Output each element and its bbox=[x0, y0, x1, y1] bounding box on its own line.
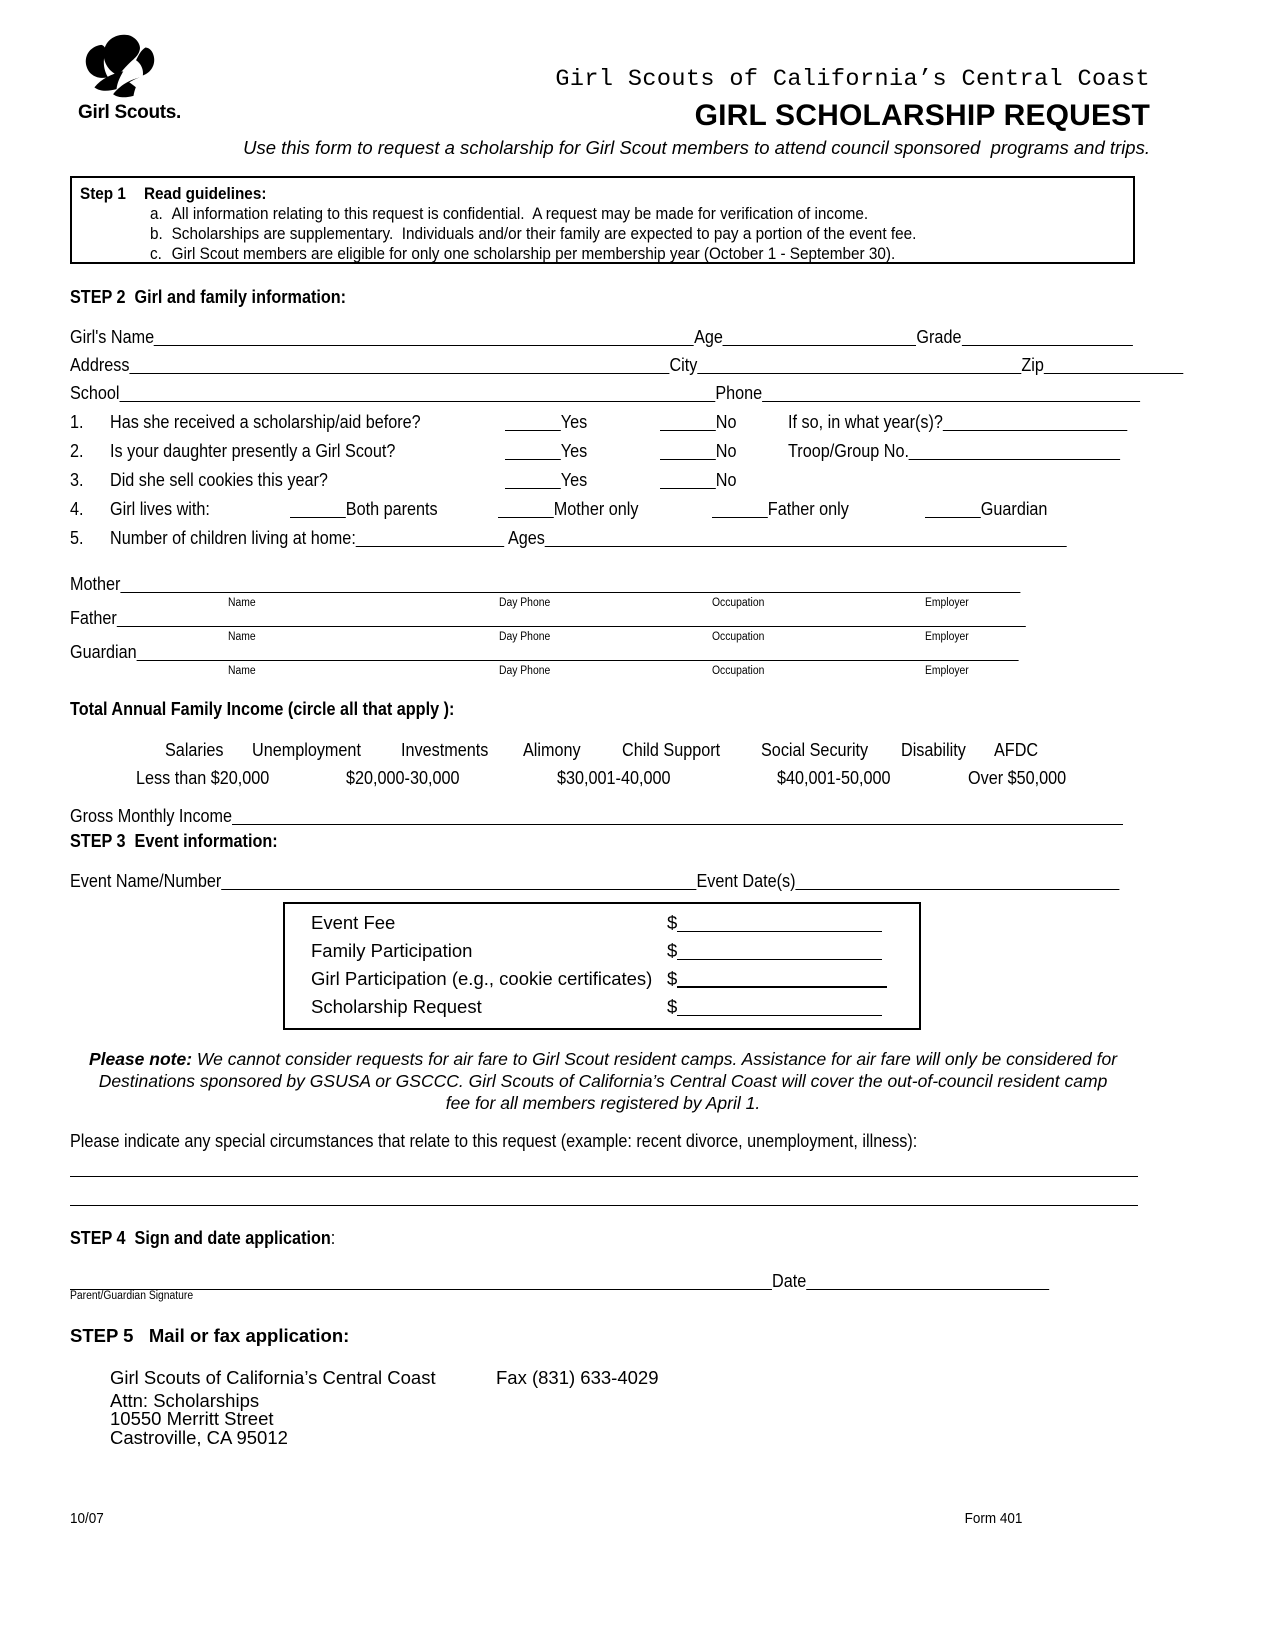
council-name: Girl Scouts of California’s Central Coast bbox=[555, 66, 1150, 93]
step-1-guidelines-box bbox=[70, 176, 1135, 264]
q4-mother-only-label: Mother only bbox=[553, 499, 639, 519]
phone-input[interactable] bbox=[762, 401, 1140, 402]
grade-input[interactable] bbox=[961, 345, 1132, 346]
please-note-line-2: Destinations sponsored by GSUSA or GSCCC. Girl Scouts of California’s Central Coast will cover the out-of-council resident camp bbox=[98, 1071, 1108, 1091]
gross-monthly-income-row bbox=[70, 806, 1123, 827]
q3-no-label: No bbox=[715, 470, 737, 490]
ages-input[interactable] bbox=[545, 546, 1067, 547]
q4-father-only-blank[interactable] bbox=[712, 517, 768, 518]
form-subtitle: Use this form to request a scholarship for Girl Scout members to attend council sponsored programs and trips. bbox=[243, 137, 1150, 158]
fee-row-label: Event Fee bbox=[311, 912, 396, 933]
currency-symbol: $ bbox=[667, 940, 678, 961]
guideline-letter: a. bbox=[150, 204, 163, 223]
please-note-prefix: Please note: bbox=[88, 1049, 193, 1069]
guideline-item bbox=[150, 244, 895, 264]
step-1-label: Step 1 bbox=[80, 184, 126, 203]
question-number: 4. bbox=[70, 499, 84, 519]
zip-input[interactable] bbox=[1044, 373, 1184, 374]
step-4-heading-colon: : bbox=[330, 1228, 336, 1248]
scholarship-request-input[interactable] bbox=[677, 1015, 882, 1016]
currency-symbol: $ bbox=[667, 912, 678, 933]
girls-name-input[interactable] bbox=[154, 345, 694, 346]
income-source-child-support[interactable]: Child Support bbox=[622, 740, 721, 760]
special-circumstances-line-1[interactable] bbox=[70, 1176, 1138, 1177]
girls-name-row bbox=[70, 327, 1132, 348]
event-name-row bbox=[70, 871, 1120, 892]
address-label: Address bbox=[70, 355, 130, 375]
sublabel-name: Name bbox=[228, 631, 256, 643]
children-count-input[interactable] bbox=[356, 546, 505, 547]
income-source-disability[interactable]: Disability bbox=[901, 740, 966, 760]
sublabel-day-phone: Day Phone bbox=[499, 665, 551, 677]
q2-no-blank[interactable] bbox=[660, 459, 716, 460]
sublabel-employer: Employer bbox=[925, 665, 969, 677]
guideline-letter: b. bbox=[150, 224, 163, 243]
family-participation-input[interactable] bbox=[677, 959, 882, 960]
question-3-no[interactable] bbox=[660, 470, 737, 491]
question-text: Did she sell cookies this year? bbox=[110, 470, 328, 490]
guideline-item bbox=[150, 224, 916, 244]
school-input[interactable] bbox=[120, 401, 716, 402]
q2-no-label: No bbox=[715, 441, 737, 461]
guideline-letter: c. bbox=[150, 244, 162, 263]
page-title: GIRL SCHOLARSHIP REQUEST bbox=[694, 99, 1150, 132]
fee-row-label: Girl Participation (e.g., cookie certificates) bbox=[311, 968, 653, 989]
sublabel-day-phone: Day Phone bbox=[499, 597, 551, 609]
event-fee-input[interactable] bbox=[677, 931, 882, 932]
guideline-item bbox=[150, 204, 868, 224]
question-number: 5. bbox=[70, 528, 84, 548]
sublabel-occupation: Occupation bbox=[712, 665, 765, 677]
question-1-no[interactable] bbox=[660, 412, 737, 433]
question-number: 1. bbox=[70, 412, 84, 432]
q1-no-blank[interactable] bbox=[660, 430, 716, 431]
signature-sublabel: Parent/Guardian Signature bbox=[70, 1290, 194, 1302]
q4-option-mother-only[interactable] bbox=[498, 499, 638, 520]
sublabel-employer: Employer bbox=[925, 597, 969, 609]
question-5-row bbox=[110, 528, 1067, 549]
q4-father-only-label: Father only bbox=[767, 499, 849, 519]
q4-guardian-blank[interactable] bbox=[925, 517, 981, 518]
q2-yes-blank[interactable] bbox=[505, 459, 561, 460]
q1-extra-label: If so, in what year(s)? bbox=[788, 412, 943, 432]
income-bracket-2[interactable]: $20,000-30,000 bbox=[346, 768, 460, 788]
gross-monthly-income-label: Gross Monthly Income bbox=[70, 806, 233, 826]
date-input[interactable] bbox=[806, 1289, 1049, 1290]
question-2-yes[interactable] bbox=[505, 441, 587, 462]
sublabel-occupation: Occupation bbox=[712, 631, 765, 643]
guideline-text: All information relating to this request is confidential. A request may be made for verification of income. bbox=[171, 204, 869, 223]
city-input[interactable] bbox=[697, 373, 1021, 374]
q3-yes-blank[interactable] bbox=[505, 488, 561, 489]
q4-option-guardian[interactable] bbox=[925, 499, 1047, 520]
q5-text: Number of children living at home: bbox=[110, 528, 356, 548]
q1-no-label: No bbox=[715, 412, 737, 432]
girl-scouts-wordmark: Girl Scouts. bbox=[78, 102, 182, 123]
event-name-label: Event Name/Number bbox=[70, 871, 222, 891]
question-1-yes[interactable] bbox=[505, 412, 587, 433]
form-number: Form 401 bbox=[964, 1510, 1023, 1527]
please-note-text-1: We cannot consider requests for air fare to Girl Scout resident camps. Assistance for air fare will only be considered for bbox=[192, 1049, 1118, 1069]
please-note-line-1 bbox=[70, 1049, 1136, 1070]
q3-no-blank[interactable] bbox=[660, 488, 716, 489]
fee-row-amount bbox=[667, 912, 882, 934]
fee-breakdown-box bbox=[283, 902, 921, 1030]
date-label: Date bbox=[772, 1271, 807, 1291]
girls-name-label: Girl's Name bbox=[70, 327, 155, 347]
guardian-row bbox=[70, 642, 1019, 663]
signature-row bbox=[70, 1271, 1049, 1292]
guideline-text: Scholarships are supplementary. Individuals and/or their family are expected to pay a portion of the event fee. bbox=[171, 224, 917, 243]
q2-extra-label: Troop/Group No. bbox=[788, 441, 909, 461]
mail-address-line: Attn: Scholarships bbox=[110, 1390, 260, 1411]
father-label: Father bbox=[70, 608, 117, 628]
guardian-input[interactable] bbox=[137, 660, 1019, 661]
income-bracket-1[interactable]: Less than $20,000 bbox=[136, 768, 270, 788]
fee-row-label: Family Participation bbox=[311, 940, 473, 961]
income-source-unemployment[interactable]: Unemployment bbox=[252, 740, 361, 760]
q4-option-father-only[interactable] bbox=[712, 499, 849, 520]
q4-option-both-parents[interactable] bbox=[290, 499, 438, 520]
q3-yes-label: Yes bbox=[560, 470, 588, 490]
sublabel-employer: Employer bbox=[925, 631, 969, 643]
step-4-heading-text: STEP 4 Sign and date application bbox=[70, 1228, 331, 1248]
q4-both-parents-blank[interactable] bbox=[290, 517, 346, 518]
mother-row bbox=[70, 574, 1020, 595]
currency-symbol: $ bbox=[667, 968, 678, 989]
income-source-afdc[interactable]: AFDC bbox=[994, 740, 1039, 760]
address-input[interactable] bbox=[129, 373, 669, 374]
income-bracket-3[interactable]: $30,001-40,000 bbox=[557, 768, 671, 788]
event-dates-label: Event Date(s) bbox=[696, 871, 796, 891]
please-note-line-3: fee for all members registered by April 1. bbox=[445, 1093, 761, 1113]
fee-row-label: Scholarship Request bbox=[311, 996, 482, 1017]
income-bracket-5[interactable]: Over $50,000 bbox=[968, 768, 1067, 788]
special-circumstances-prompt: Please indicate any special circumstances that relate to this request (example: recent divorce, unemployment, illness): bbox=[70, 1131, 918, 1151]
income-heading: Total Annual Family Income (circle all that apply ): bbox=[70, 699, 455, 719]
income-source-salaries[interactable]: Salaries bbox=[165, 740, 224, 760]
school-label: School bbox=[70, 383, 120, 403]
mail-address-line: Girl Scouts of California’s Central Coast bbox=[110, 1367, 436, 1388]
sublabel-name: Name bbox=[228, 597, 256, 609]
father-row bbox=[70, 608, 1026, 629]
question-text: Is your daughter presently a Girl Scout? bbox=[110, 441, 396, 461]
guardian-label: Guardian bbox=[70, 642, 137, 662]
zip-label: Zip bbox=[1021, 355, 1044, 375]
fee-row-amount bbox=[667, 996, 882, 1018]
event-dates-input[interactable] bbox=[796, 889, 1120, 890]
father-input[interactable] bbox=[117, 626, 1026, 627]
age-input[interactable] bbox=[723, 345, 917, 346]
q2-yes-label: Yes bbox=[560, 441, 588, 461]
step-3-heading: STEP 3 Event information: bbox=[70, 831, 278, 851]
city-label: City bbox=[669, 355, 698, 375]
sublabel-day-phone: Day Phone bbox=[499, 631, 551, 643]
fax-number: Fax (831) 633-4029 bbox=[496, 1367, 659, 1388]
question-3-yes[interactable] bbox=[505, 470, 587, 491]
income-bracket-4[interactable]: $40,001-50,000 bbox=[777, 768, 891, 788]
q1-extra-input[interactable] bbox=[943, 430, 1128, 431]
gross-monthly-income-input[interactable] bbox=[232, 824, 1123, 825]
mail-address-line: 10550 Merritt Street bbox=[110, 1408, 274, 1429]
step-5-heading: STEP 5 Mail or fax application: bbox=[70, 1325, 350, 1346]
question-4-text: Girl lives with: bbox=[110, 499, 210, 519]
sublabel-name: Name bbox=[228, 665, 256, 677]
revision-date: 10/07 bbox=[70, 1510, 104, 1527]
fee-row-amount bbox=[667, 968, 887, 990]
girl-participation-input[interactable] bbox=[677, 986, 887, 988]
q1-yes-label: Yes bbox=[560, 412, 588, 432]
income-source-investments[interactable]: Investments bbox=[401, 740, 489, 760]
phone-label: Phone bbox=[715, 383, 763, 403]
currency-symbol: $ bbox=[667, 996, 678, 1017]
special-circumstances-line-2[interactable] bbox=[70, 1205, 1138, 1206]
step-2-heading: STEP 2 Girl and family information: bbox=[70, 287, 347, 307]
fee-row-amount bbox=[667, 940, 882, 962]
income-source-social-security[interactable]: Social Security bbox=[761, 740, 869, 760]
q5-ages-label: Ages bbox=[507, 528, 545, 548]
mother-label: Mother bbox=[70, 574, 121, 594]
question-text: Has she received a scholarship/aid before? bbox=[110, 412, 421, 432]
sublabel-occupation: Occupation bbox=[712, 597, 765, 609]
mother-input[interactable] bbox=[120, 592, 1020, 593]
grade-label: Grade bbox=[916, 327, 962, 347]
age-label: Age bbox=[694, 327, 723, 347]
q4-guardian-label: Guardian bbox=[980, 499, 1048, 519]
q4-mother-only-blank[interactable] bbox=[498, 517, 554, 518]
question-number: 3. bbox=[70, 470, 84, 490]
question-1-extra bbox=[788, 412, 1127, 433]
school-row bbox=[70, 383, 1140, 404]
income-source-alimony[interactable]: Alimony bbox=[523, 740, 581, 760]
guideline-text: Girl Scout members are eligible for only one scholarship per membership year (October 1 - September 30). bbox=[171, 244, 896, 263]
question-2-extra bbox=[788, 441, 1120, 462]
question-2-no[interactable] bbox=[660, 441, 737, 462]
question-number: 2. bbox=[70, 441, 84, 461]
q4-both-parents-label: Both parents bbox=[345, 499, 438, 519]
address-row bbox=[70, 355, 1183, 376]
step-1-title: Read guidelines: bbox=[144, 184, 267, 203]
event-name-input[interactable] bbox=[221, 889, 696, 890]
q1-yes-blank[interactable] bbox=[505, 430, 561, 431]
troop-group-input[interactable] bbox=[909, 459, 1120, 460]
mail-address-line: Castroville, CA 95012 bbox=[110, 1427, 288, 1448]
step-4-heading bbox=[70, 1228, 335, 1249]
